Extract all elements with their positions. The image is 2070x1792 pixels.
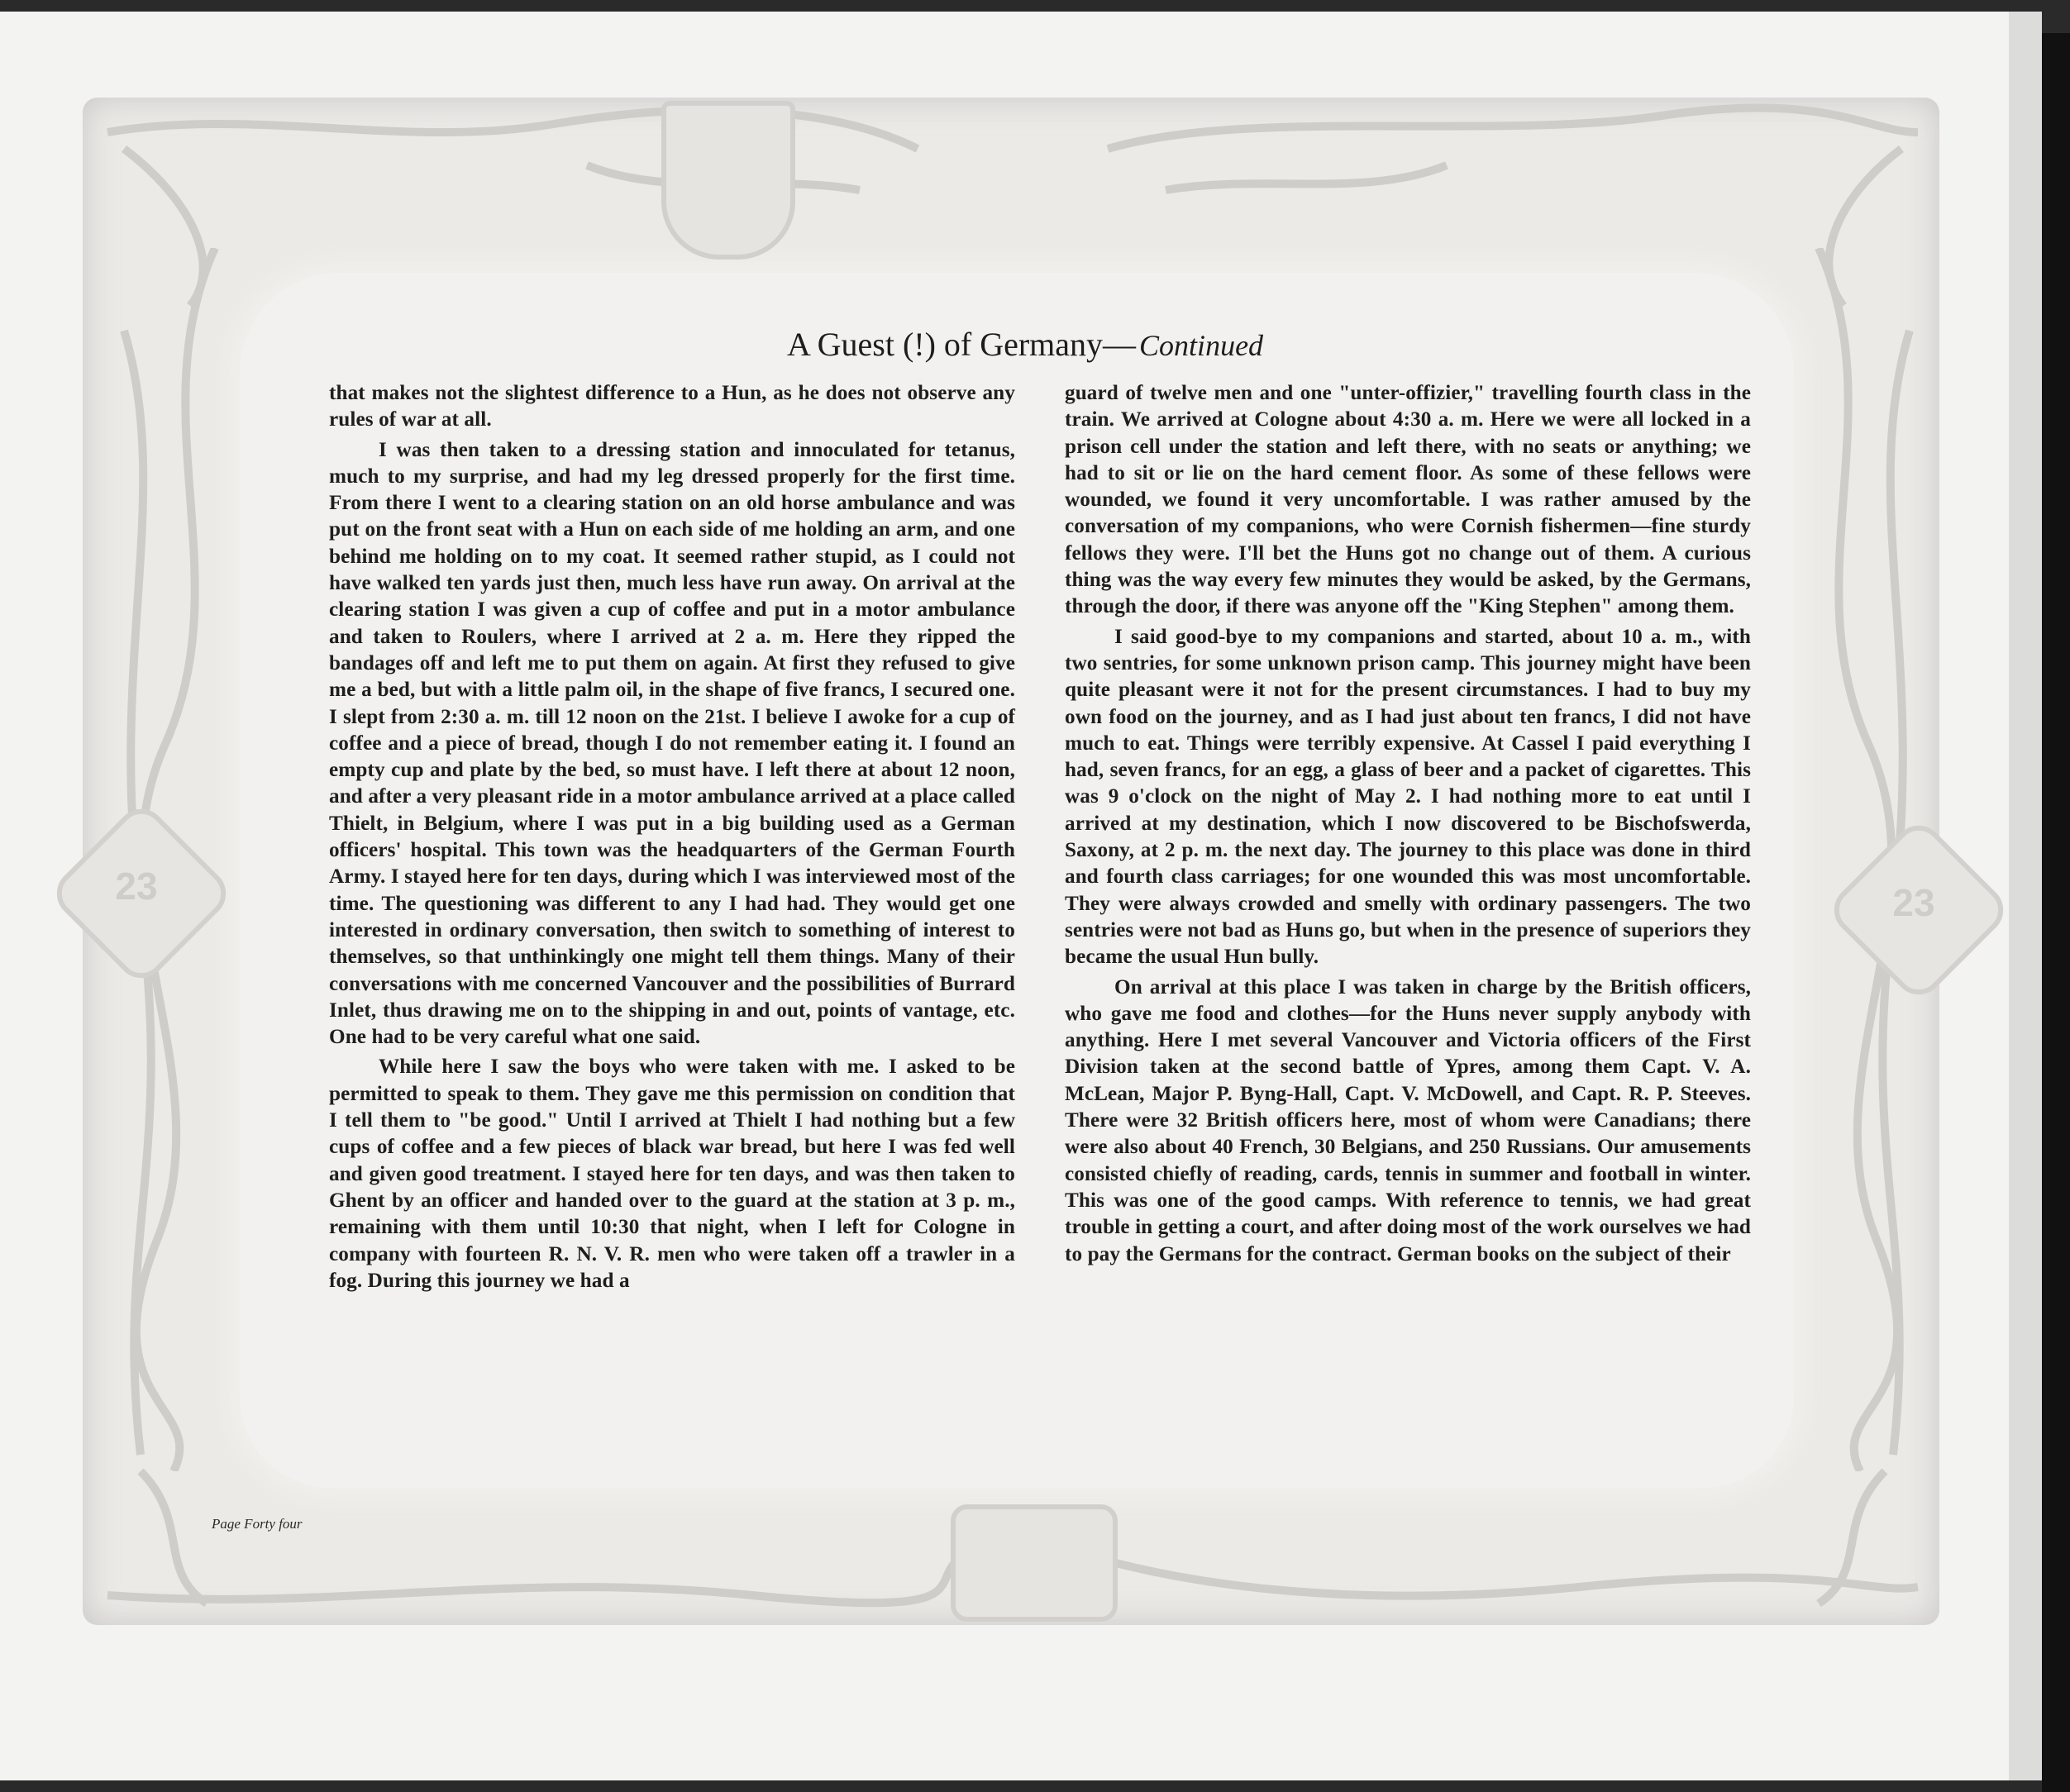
book-spine-edge — [2009, 12, 2042, 1780]
scan-dark-edge — [2042, 33, 2070, 1792]
title-continued: Continued — [1139, 329, 1264, 362]
left-text-column — [329, 380, 1015, 1294]
page-title: A Guest (!) of Germany— Continued — [786, 326, 1264, 363]
top-crest-emblem — [661, 101, 795, 260]
right-badge-number: 23 — [1892, 881, 1935, 924]
bottom-crest-emblem — [951, 1504, 1118, 1622]
left-paragraph-3: While here I saw the boys who were taken with me. I asked to be permitted to speak to them. They gave me this permission on condition that I tell them to "be good." Until I arrived at Thielt I had nothing but a few cups of coffee and a few pieces of black war bread, but here I was fed well and given good treatment. I stayed here for ten days, and was then taken to Ghent by an officer and handed over to the guard at the station at 3 p. m., remaining with them until 10:30 that night, when I left for Cologne in company with fourteen R. N. V. R. men who were taken off a trawler in a fog. During this journey we had a — [329, 1056, 1015, 1292]
page-number-footer: Page Forty four — [212, 1516, 303, 1532]
right-paragraph-3: On arrival at this place I was taken in charge by the British officers, who gave me food and clothes—for the Huns never supply anybody with anything. Here I met several Vancouver and Victoria officers of the First Division taken at the second battle of Ypres, among them Capt. V. A. McLean, Major P. Byng-Hall, Capt. V. McDowell, and Capt. R. P. Steeves. There were 32 British officers here, most of whom were Canadians; there were also about 40 French, 30 Belgians, and 250 Russians. Our amusements consisted chiefly of reading, cards, tennis in summer and football in winter. This was one of the good camps. With reference to tennis, we had great trouble in getting a court, and after doing most of the work ourselves we had to pay the Germans for the contract. German books on the subject of their — [1065, 975, 1751, 1265]
title-main: A Guest (!) of Germany — [786, 326, 1104, 363]
right-paragraph-1: guard of twelve men and one "unter-offizier," travelling fourth class in the train. We arrived at Cologne about 4:30 a. m. Here we were all locked in a prison cell under the station and left there, with no seats or anything; we had to sit or lie on the hard cement floor. As some of these fellows were wounded, we found it very uncomfortable. I was rather amused by the conversation of my companions, who were Cornish fishermen—fine sturdy fellows they were. I'll bet the Huns got no change out of them. A curious thing was the way every few minutes they would be asked, by the Germans, through the door, if there was anyone off the "King Stephen" among them. — [1065, 382, 1751, 618]
right-text-column — [1065, 380, 1751, 1268]
right-paragraph-2: I said good-bye to my companions and started, about 10 a. m., with two sentries, for some unknown prison camp. This journey might have been quite pleasant were it not for the present circumstances. I had to buy my own food on the journey, and as I had just about ten francs, I did not have much to eat. Things were terribly expensive. At Cassel I paid everything I had, seven francs, for an egg, a glass of beer and a packet of cigarettes. This was 9 o'clock on the night of May 2. I had nothing more to eat until I arrived at my destination, which I now discovered to be Bischofswerda, Saxony, at 2 p. m. the next day. The journey to this place was done in third and fourth class carriages; for one wounded this was most uncomfortable. They were always crowded and smelly with ordinary passengers. The two sentries were not bad as Huns go, but when in the presence of superiors they became the usual Hun bully. — [1065, 625, 1751, 969]
left-paragraph-1: that makes not the slightest difference to a Hun, as he does not observe any rules of war at all. — [329, 382, 1015, 431]
left-badge-number: 23 — [115, 865, 158, 908]
left-paragraph-2: I was then taken to a dressing station and innoculated for tetanus, much to my surprise, and had my leg dressed properly for the first time. From there I went to a clearing station on an old horse ambulance and was put on the front seat with a Hun on each side of me holding an arm, and one behind me holding on to my coat. It seemed rather stupid, as I could not have walked ten yards just then, much less have run away. On arrival at the clearing station I was given a cup of coffee and put in a motor ambulance and taken to Roulers, where I arrived at 2 a. m. Here they ripped the bandages off and left me to put them on again. At first they refused to give me a bed, but with a little palm oil, in the shape of five francs, I secured one. I slept from 2:30 a. m. till 12 noon on the 21st. I believe I awoke for a cup of coffee and a piece of bread, though I do not remember eating it. I found an empty cup and plate by the bed, so must have. I left there at about 12 noon, and after a very pleasant ride in a motor ambulance arrived at a place called Thielt, in Belgium, where I was put in a big building used as a German officers' hospital. This town was the headquarters of the German Fourth Army. I stayed here for ten days, during which I was interviewed most of the time. The questioning was different to any I had had. They would get one interested in ordinary conversation, then switch to something of interest to themselves, so that unthinkingly one might tell them things. Many of their conversations with me concerned Vancouver and the possibilities of Burrard Inlet, thus drawing me on to the shipping in and out, points of vantage, etc. One had to be very careful what one said. — [329, 438, 1015, 1049]
